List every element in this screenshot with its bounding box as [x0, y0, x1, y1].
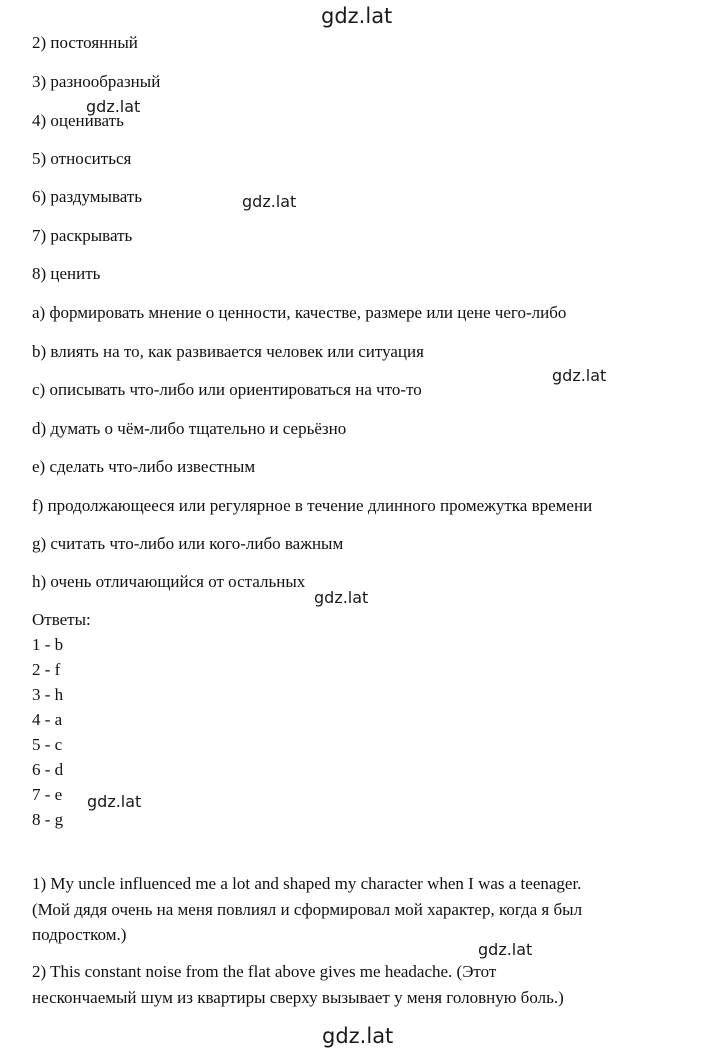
- watermark-overlay: gdz.lat: [87, 792, 142, 811]
- definition-h: h) очень отличающийся от остальных: [32, 572, 306, 591]
- watermark-overlay: gdz.lat: [242, 192, 297, 211]
- definition-d: d) думать о чём-либо тщательно и серьёзно: [32, 419, 347, 438]
- sentence-1-english: 1) My uncle influenced me a lot and shaped my character when I was a teenager.: [32, 874, 582, 893]
- word-item-8: 8) ценить: [32, 264, 101, 283]
- watermark-top: gdz.lat: [321, 4, 393, 28]
- sentence-1-translation-cont: подростком.): [32, 925, 127, 944]
- sentence-2-translation: нескончаемый шум из квартиры сверху вызывает у меня головную боль.): [32, 988, 564, 1007]
- answer-item: 7 - e: [32, 785, 63, 804]
- answer-item: 6 - d: [32, 760, 64, 779]
- answer-item: 5 - c: [32, 735, 63, 754]
- watermark-overlay: gdz.lat: [552, 366, 607, 385]
- answer-item: 8 - g: [32, 810, 64, 829]
- definition-g: g) считать что-либо или кого-либо важным: [32, 534, 344, 553]
- answer-item: 4 - a: [32, 710, 63, 729]
- watermark-overlay: gdz.lat: [314, 588, 369, 607]
- answer-item: 1 - b: [32, 635, 64, 654]
- word-item-6: 6) раздумывать: [32, 187, 143, 206]
- watermark-bottom: gdz.lat: [322, 1024, 394, 1048]
- sentence-1-translation: (Мой дядя очень на меня повлиял и сформировал мой характер, когда я был: [32, 900, 583, 919]
- word-item-7: 7) раскрывать: [32, 226, 133, 245]
- watermark-overlay: gdz.lat: [478, 940, 533, 959]
- sentence-2-english: 2) This constant noise from the flat above gives me headache. (Этот: [32, 962, 497, 981]
- word-item-5: 5) относиться: [32, 149, 132, 168]
- answers-title: Ответы:: [32, 610, 91, 629]
- definition-a: a) формировать мнение о ценности, качестве, размере или цене чего-либо: [32, 303, 567, 322]
- answer-item: 2 - f: [32, 660, 61, 679]
- definition-c: c) описывать что-либо или ориентироваться на что-то: [32, 380, 422, 399]
- answer-item: 3 - h: [32, 685, 64, 704]
- definition-f: f) продолжающееся или регулярное в течение длинного промежутка времени: [32, 496, 593, 515]
- watermark-overlay: gdz.lat: [86, 97, 141, 116]
- definition-e: e) сделать что-либо известным: [32, 457, 256, 476]
- word-item-2: 2) постоянный: [32, 33, 138, 52]
- word-item-4: 4) оценивать: [32, 111, 124, 130]
- definition-b: b) влиять на то, как развивается человек или ситуация: [32, 342, 424, 361]
- word-item-3: 3) разнообразный: [32, 72, 161, 91]
